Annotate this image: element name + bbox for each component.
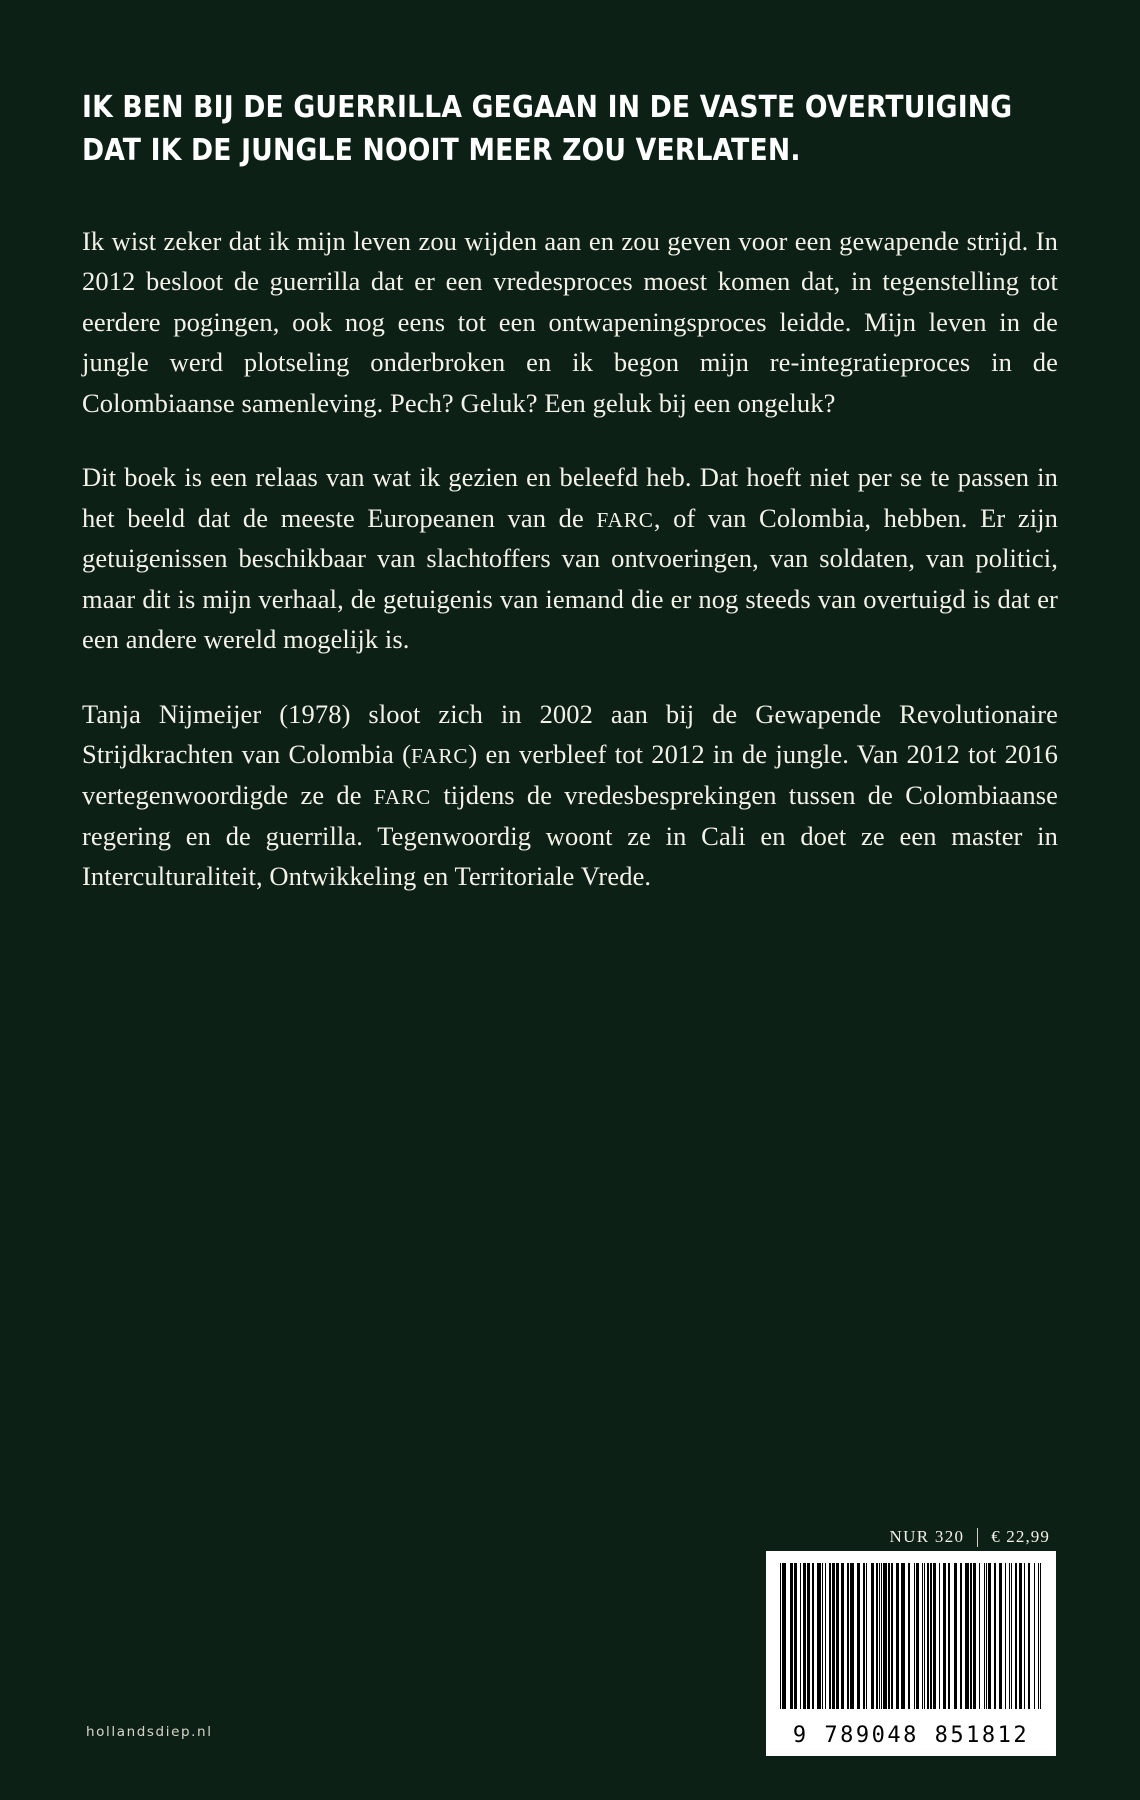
farc-acronym: FARC bbox=[373, 784, 432, 809]
price-label: € 22,99 bbox=[991, 1527, 1050, 1546]
farc-acronym: FARC bbox=[596, 507, 654, 532]
isbn-barcode bbox=[766, 1551, 1056, 1756]
paragraph-2-text-b: , of van Colombia, hebben. Er zijn getuigenissen beschikbaar van slachtoffers van ontvoeringen, van soldaten, van politici, maar dit is mijn verhaal, de getuigenis van iemand die er nog steeds van overtuigd is dat er een andere wereld mogelijk is. bbox=[82, 502, 1058, 655]
paragraph-2-text-a: Dit boek is een relaas van wat ik gezien en beleefd heb. Dat hoeft niet per se te passen in het beeld dat de meeste Europeanen van de bbox=[82, 462, 1058, 533]
paragraph-1 bbox=[82, 221, 1058, 424]
nur-code: NUR 320 bbox=[889, 1527, 965, 1546]
barcode-bars bbox=[780, 1563, 1042, 1709]
paragraph-3-text-c: tijdens de vredesbesprekingen tussen de Colombiaanse regering en de guerrilla. Tegenwoordig woont ze in Cali en doet ze een master in Interculturaliteit, Ontwikkeling en Territoriale Vrede. bbox=[82, 779, 1059, 892]
cover-text-block bbox=[82, 86, 1058, 897]
cover-footer bbox=[0, 1500, 1140, 1800]
paragraph-1-text: Ik wist zeker dat ik mijn leven zou wijden aan en zou geven voor een gewapende strijd. In 2012 besloot de guerrilla dat er een vredesproces moest komen dat, in tegenstelling tot eerdere pogingen, ook nog eens tot een ontwapeningsproces leidde. Mijn leven in de jungle werd plotseling onderbroken en ik begon mijn re-integratieproces in de Colombiaanse samenleving. Pech? Geluk? Een geluk bij een ongeluk? bbox=[82, 225, 1058, 418]
vertical-divider bbox=[977, 1528, 978, 1547]
publisher-imprint: hollandsdiep.nl bbox=[86, 1724, 213, 1740]
cover-body-copy bbox=[82, 221, 1058, 897]
paragraph-3-text-a: Tanja Nijmeijer (1978) sloot zich in 2002 aan bij de Gewapende Revolutionaire Strijdkrachten van Colombia ( bbox=[82, 698, 1058, 770]
isbn-digits: 9 789048 851812 bbox=[792, 1723, 1030, 1748]
paragraph-3-text-b: ) en verbleef tot 2012 in de jungle. Van 2012 tot 2016 vertegenwoordigde ze de bbox=[82, 739, 1058, 810]
nur-price-line bbox=[890, 1527, 1050, 1547]
paragraph-3-author-bio bbox=[82, 694, 1058, 897]
cover-headline: IK BEN BIJ DE GUERRILLA GEGAAN IN DE VASTE OVERTUIGING DAT IK DE JUNGLE NOOIT MEER ZOU VERLATEN. bbox=[82, 90, 1013, 169]
paragraph-2 bbox=[82, 457, 1058, 660]
farc-acronym: FARC bbox=[411, 744, 469, 769]
